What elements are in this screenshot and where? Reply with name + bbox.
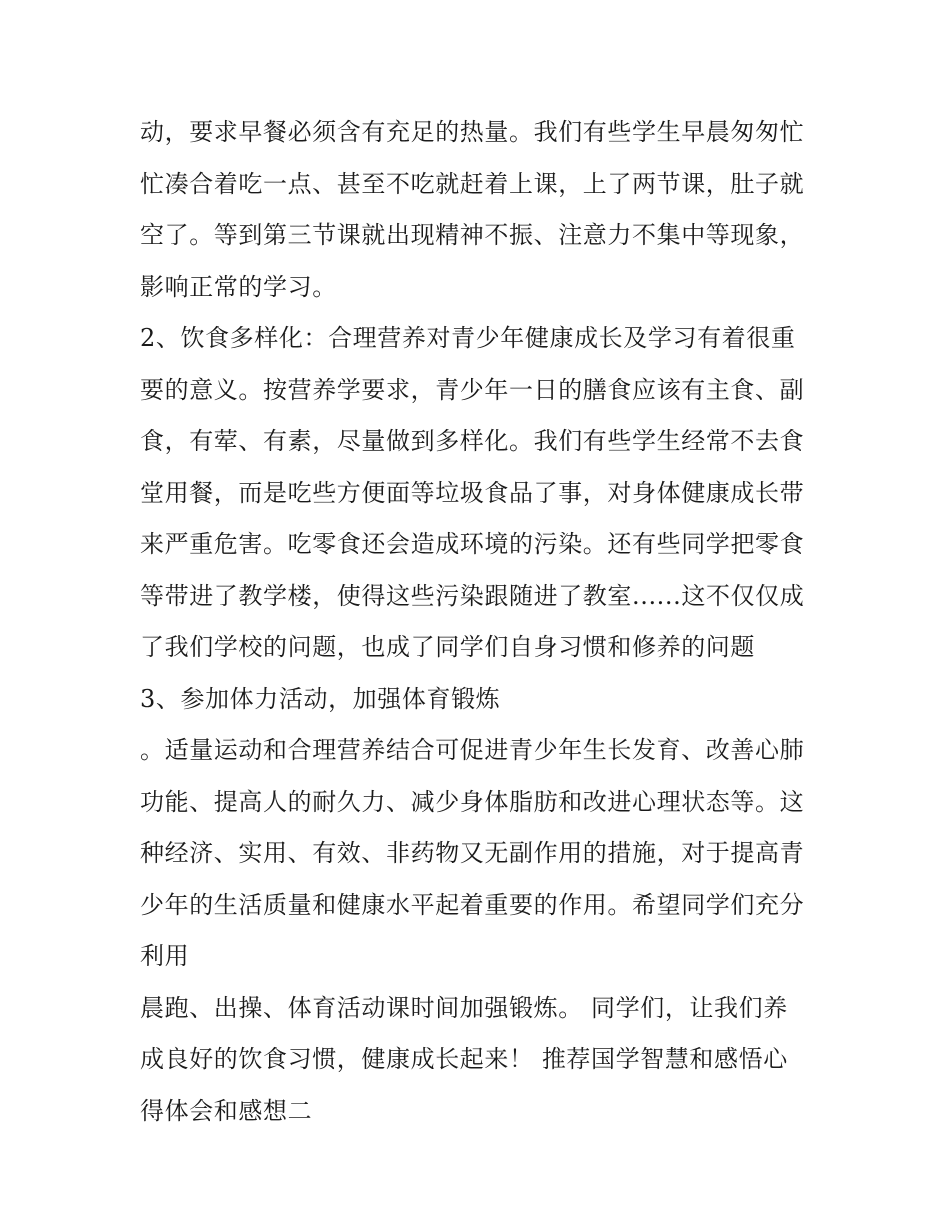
text-line: 了我们学校的问题，也成了同学们自身习惯和修养的问题 [140,633,755,661]
text-line: 种经济、实用、有效、非药物又无副作用的措施，对于提高青 [140,839,805,867]
text-line: 等带进了教学楼，使得这些污染跟随进了教室......这不仅仅成 [140,581,805,610]
section-heading-exercise: 3、参加体力活动，加强体育锻炼 [140,684,501,713]
text-line: 功能、提高人的耐久力、减少身体脂肪和改进心理状态等。这 [140,787,805,816]
section-heading-diet: 2、饮食多样化：合理营养对青少年健康成长及学习有着很重 [140,324,796,352]
text-line: 食，有荤、有素，尽量做到多样化。我们有些学生经常不去食 [140,427,805,455]
body-text [140,107,830,1137]
text-line: 得体会和感想二 [140,1096,313,1125]
text-line: 晨跑、出操、体育活动课时间加强锻炼。 同学们，让我们养 [140,993,788,1022]
text-line: 动，要求早餐必须含有充足的热量。我们有些学生早晨匆匆忙 [140,118,805,146]
text-line: 堂用餐，而是吃些方便面等垃圾食品了事，对身体健康成长带 [140,478,805,507]
text-line: 少年的生活质量和健康水平起着重要的作用。希望同学们充分 [140,890,805,919]
text-line: 来严重危害。吃零食还会造成环境的污染。还有些同学把零食 [140,530,805,558]
text-line: 空了。等到第三节课就出现精神不振、注意力不集中等现象， [140,221,805,249]
text-line: 忙凑合着吃一点、甚至不吃就赶着上课，上了两节课，肚子就 [140,169,805,198]
text-line: 成良好的饮食习惯，健康成长起来！ 推荐国学智慧和感悟心 [140,1045,788,1073]
text-line: 。适量运动和合理营养结合可促进青少年生长发育、改善心肺 [140,736,805,764]
text-line: 要的意义。按营养学要求，青少年一日的膳食应该有主食、副 [140,375,805,404]
text-line: 影响正常的学习。 [140,272,337,301]
text-line: 利用 [140,942,190,970]
